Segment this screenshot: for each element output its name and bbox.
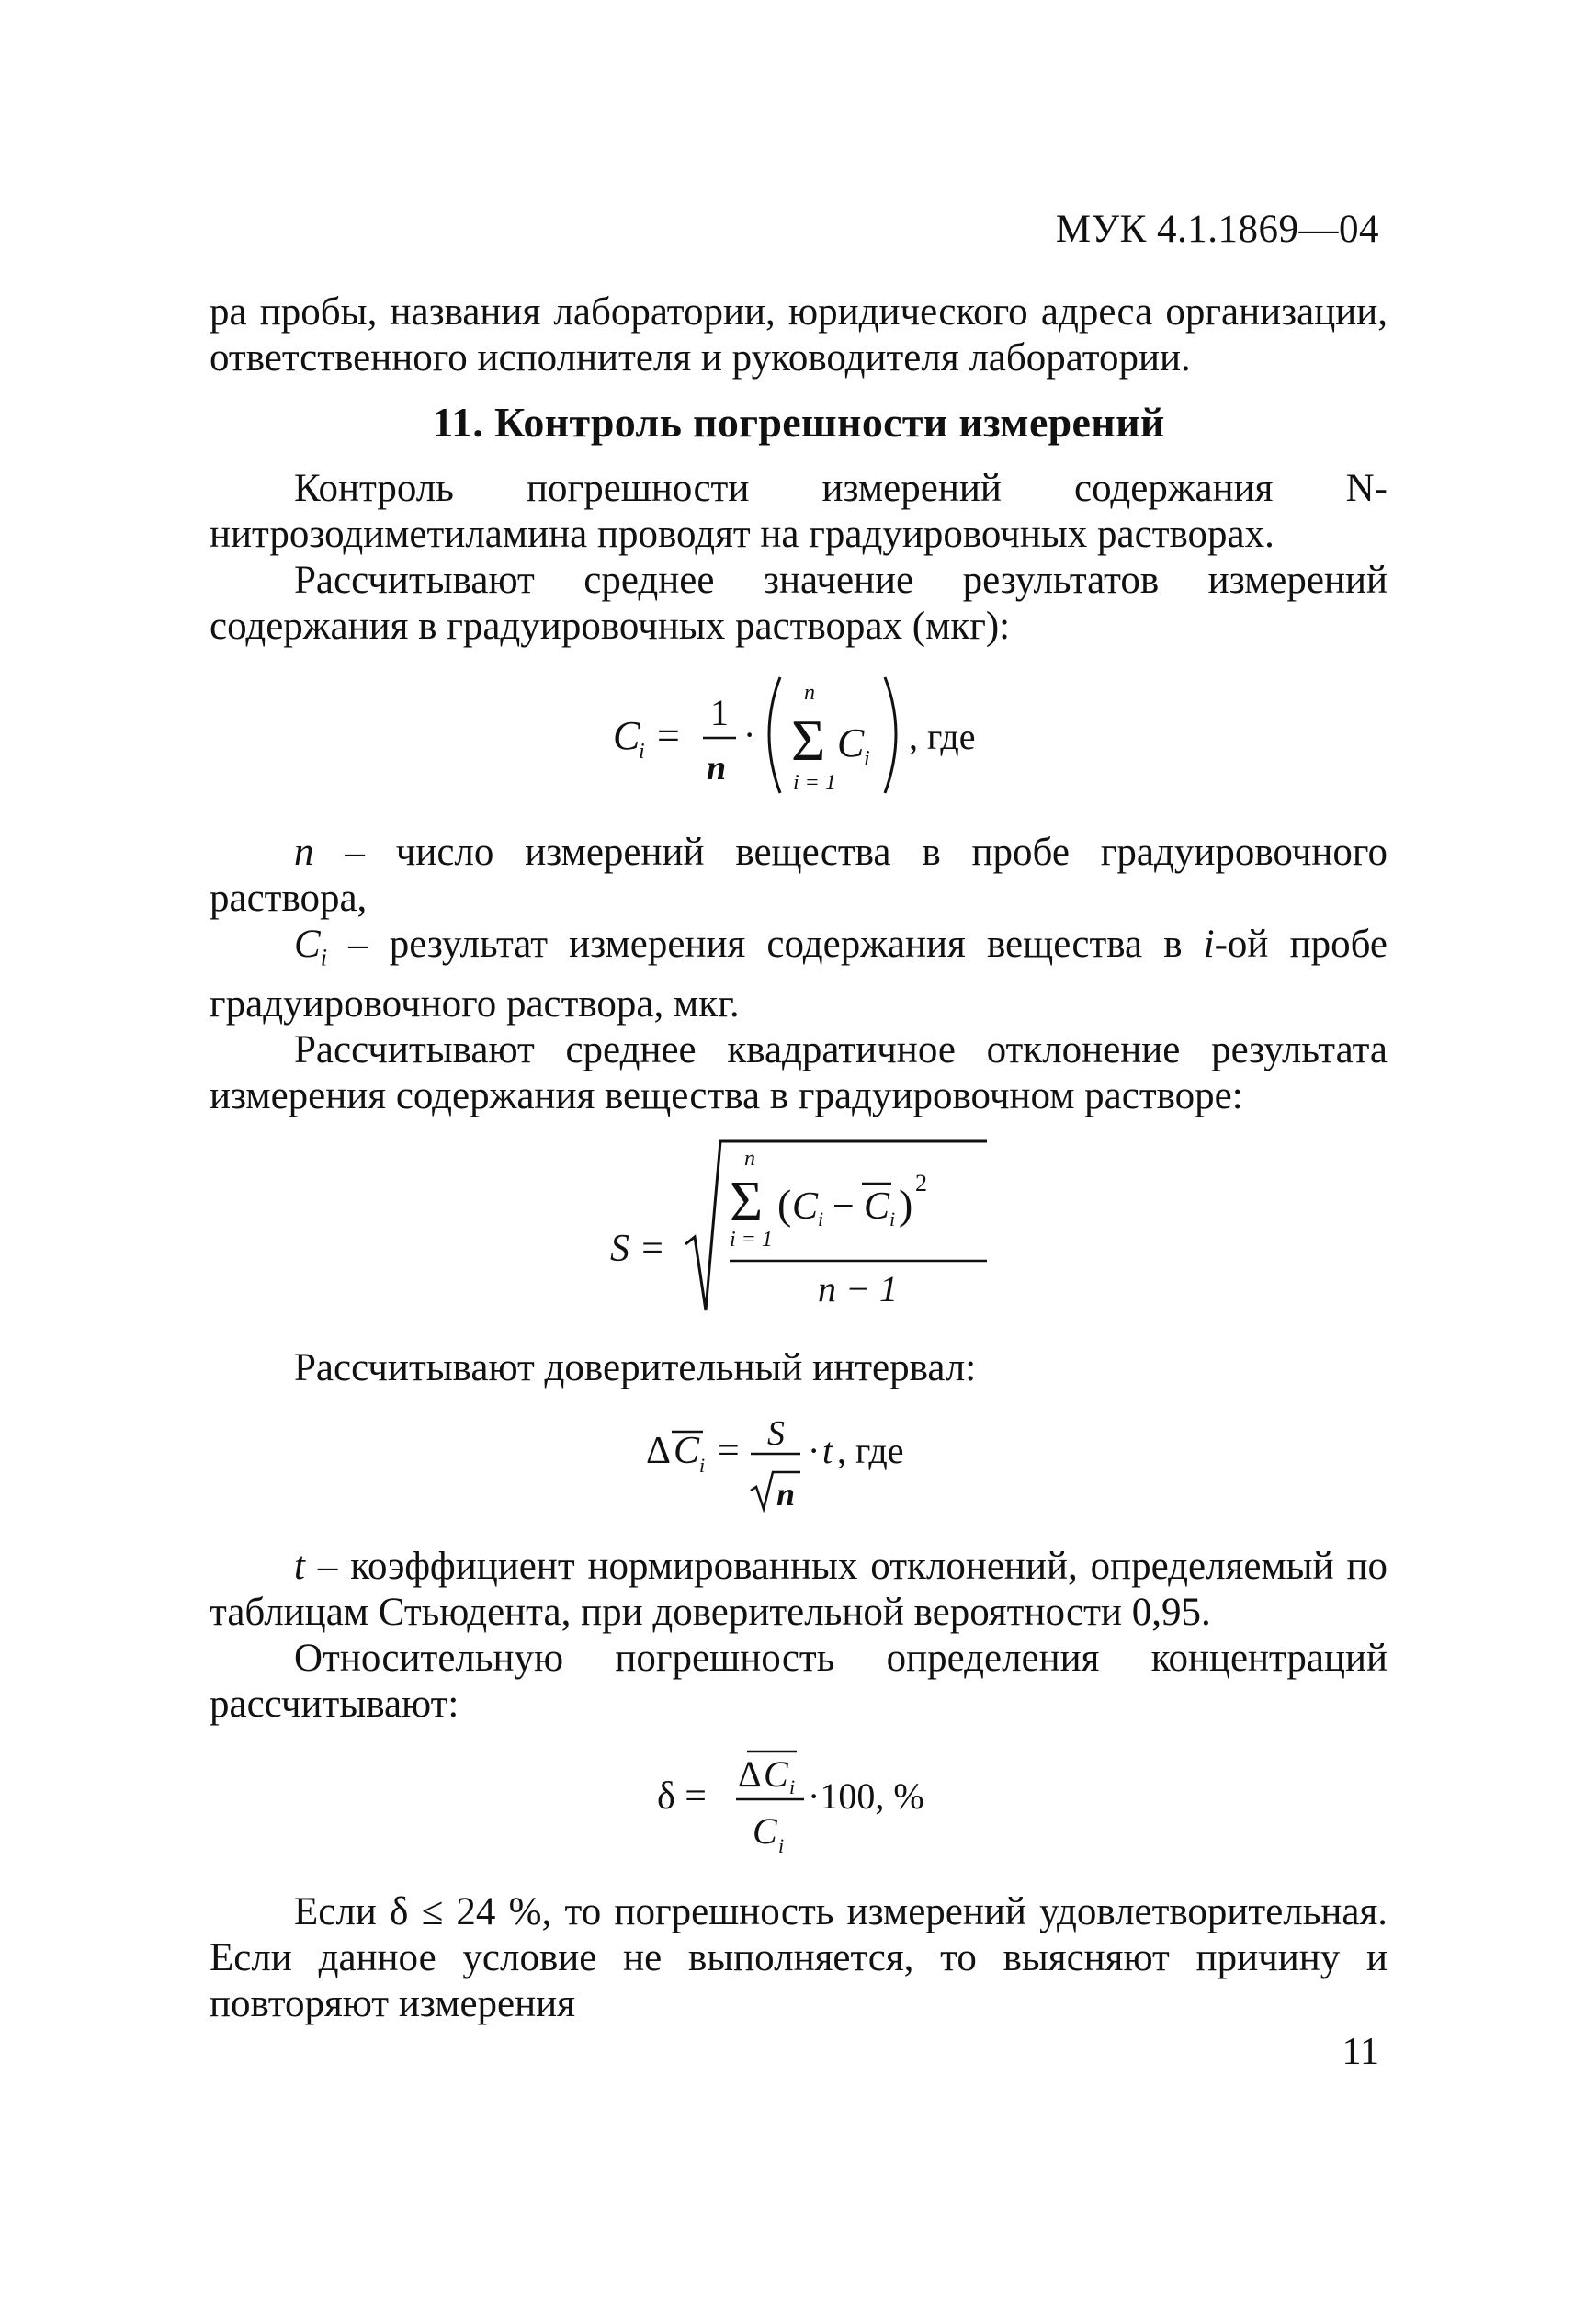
formula-sd-sum-upper: n bbox=[744, 1146, 755, 1171]
definition-n: n – число измерений вещества в пробе градуировочного раствора, bbox=[210, 831, 1388, 920]
svg-text:i: i bbox=[789, 1774, 796, 1798]
svg-text:i: i bbox=[778, 1833, 785, 1857]
formula-sd-denominator: n − 1 bbox=[818, 1267, 898, 1309]
paragraph-continuation: ра пробы, названия лаборатории, юридического адреса организации, ответственного исполнителя и руководителя лаборатории. bbox=[210, 290, 1388, 380]
formula-ci-s: S bbox=[767, 1413, 785, 1453]
page-number: 11 bbox=[1342, 2031, 1379, 2073]
svg-text:i: i bbox=[699, 1453, 706, 1477]
svg-text:·: · bbox=[743, 714, 756, 755]
paragraph-ci-intro: Рассчитывают доверительный интервал: bbox=[294, 1345, 977, 1389]
formula-sd bbox=[210, 1134, 1388, 1329]
formula-ci-delta: Δ bbox=[646, 1429, 672, 1472]
formula-ci-tail: , где bbox=[837, 1429, 904, 1471]
svg-text:·: · bbox=[808, 1429, 821, 1471]
svg-text:=: = bbox=[657, 713, 680, 758]
svg-text:C: C bbox=[753, 1809, 777, 1852]
formula-mean-lhs: C bbox=[613, 713, 640, 758]
formula-mean-sum-lower: i = 1 bbox=[793, 771, 836, 795]
paragraph-mean-intro: Рассчитывают среднее значение результатов измерений содержания в градуировочных растворах (мкг): bbox=[210, 559, 1388, 648]
formula-mean-sum-upper: n bbox=[804, 681, 815, 705]
svg-text:C: C bbox=[864, 1185, 890, 1228]
formula-ci bbox=[210, 1406, 1388, 1527]
formula-rel-tail: ·100, % bbox=[808, 1774, 924, 1817]
formula-mean-lhs-sub: i bbox=[639, 740, 645, 764]
svg-text:Σ: Σ bbox=[730, 1170, 764, 1233]
formula-sd-sum-lower: i = 1 bbox=[730, 1227, 773, 1252]
svg-text:C: C bbox=[764, 1752, 788, 1795]
svg-text:Σ: Σ bbox=[791, 708, 826, 773]
formula-mean-c: C bbox=[837, 720, 865, 765]
svg-text:i: i bbox=[818, 1207, 824, 1230]
formula-relative bbox=[210, 1742, 1388, 1873]
svg-text:): ) bbox=[899, 1180, 913, 1228]
paragraph-control: Контроль погрешности измерений содержания N-нитрозодиметиламина проводят на градуировочных растворах. bbox=[210, 467, 1388, 556]
formula-ci-t: t bbox=[822, 1429, 833, 1471]
svg-text:Δ: Δ bbox=[738, 1752, 762, 1795]
paragraph-conclusion: Если δ ≤ 24 %, то погрешность измерений удовлетворительная. Если данное условие не выполняется, то выясняют причину и повторяют измерения bbox=[210, 1889, 1388, 2025]
svg-text:C: C bbox=[792, 1185, 819, 1228]
svg-text:−: − bbox=[833, 1185, 855, 1228]
paragraph-rel-intro: Относительную погрешность определения концентраций рассчитывают: bbox=[210, 1636, 1388, 1726]
formula-ci-n: n bbox=[776, 1475, 796, 1513]
formula-sd-lhs: S = bbox=[610, 1227, 665, 1270]
section-heading: 11. Контроль погрешности измерений bbox=[432, 399, 1165, 446]
document-code: МУК 4.1.1869—04 bbox=[1055, 208, 1379, 251]
formula-mean-tail: , где bbox=[909, 716, 976, 757]
body-text bbox=[210, 289, 1388, 2027]
formula-mean-one: 1 bbox=[710, 692, 729, 733]
svg-text:=: = bbox=[718, 1429, 740, 1472]
formula-mean bbox=[210, 664, 1388, 813]
formula-mean-c-sub: i bbox=[864, 747, 870, 771]
definition-t: t – коэффициент нормированных отклонений, определяемый по таблицам Стьюдента, при доверительной вероятности 0,95. bbox=[210, 1544, 1388, 1634]
definition-c: $C_i$ – результат измерения содержания вещества в i-ой пробе градуировочного раствора, мкг. bbox=[210, 923, 1388, 1026]
svg-text:i: i bbox=[889, 1207, 896, 1230]
paragraph-sd-intro: Рассчитывают среднее квадратичное отклонение результата измерения содержания вещества в градуировочном растворе: bbox=[210, 1027, 1388, 1117]
formula-mean-n: n bbox=[707, 749, 727, 788]
svg-text:(: ( bbox=[777, 1180, 792, 1228]
formula-rel-delta: δ = bbox=[657, 1774, 707, 1818]
svg-text:C: C bbox=[674, 1429, 700, 1472]
formula-sd-power: 2 bbox=[915, 1169, 927, 1196]
